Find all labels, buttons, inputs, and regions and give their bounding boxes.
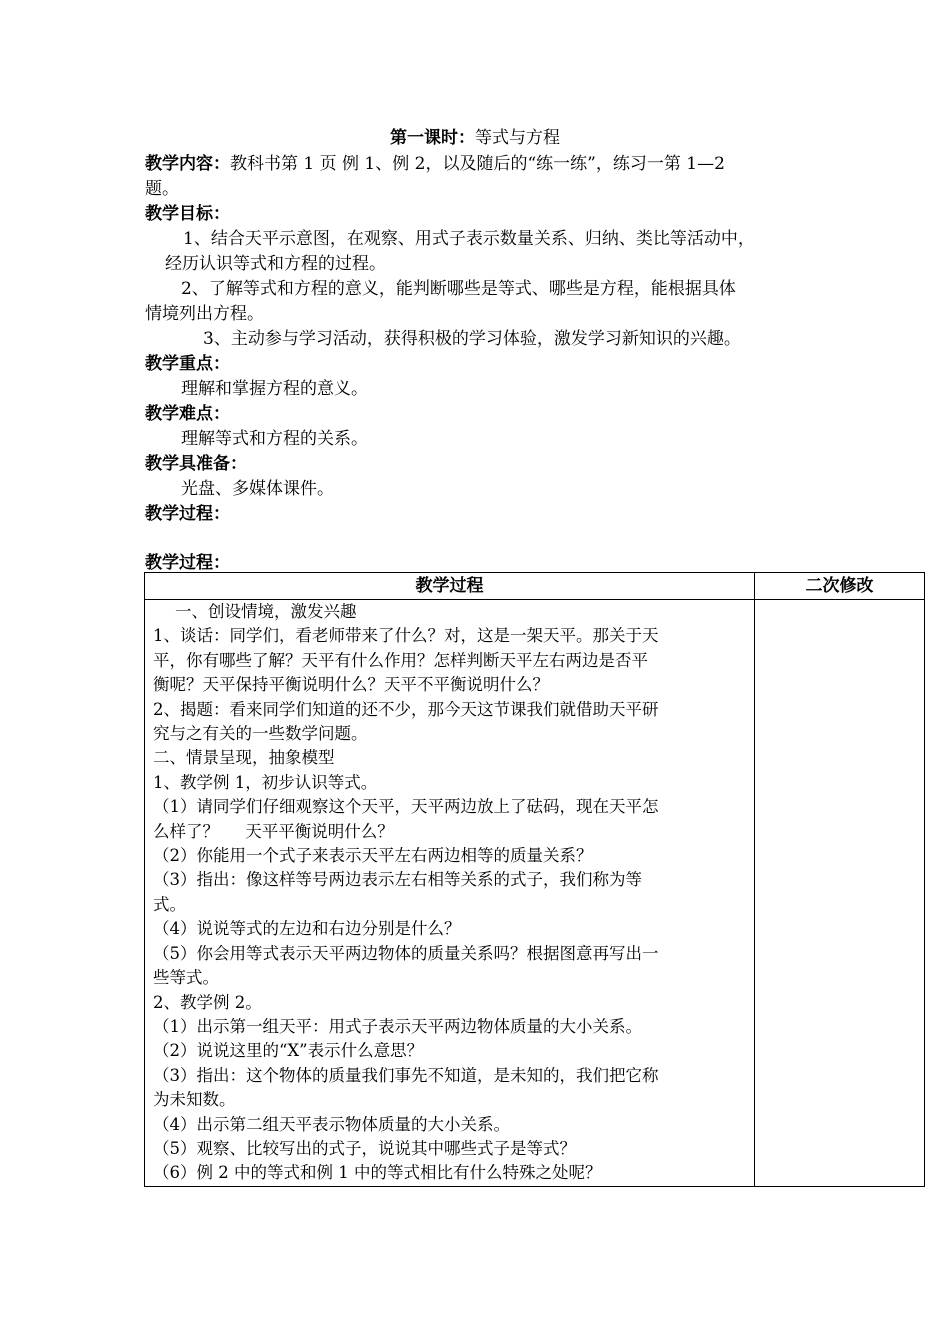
process-line: 式。 (153, 894, 186, 914)
prep-text: 光盘、多媒体课件。 (181, 479, 334, 499)
process-table (144, 572, 925, 1187)
lesson-title (0, 126, 950, 150)
goal-1a: 1、结合天平示意图，在观察、用式子表示数量关系、归纳、类比等活动中， (183, 229, 755, 249)
process-line: （3）指出：这个物体的质量我们事先不知道，是未知的，我们把它称 (153, 1065, 659, 1085)
difficulty-label: 教学难点： (145, 404, 230, 424)
process-line: 平，你有哪些了解？天平有什么作用？怎样判断天平左右两边是否平 (153, 650, 648, 670)
process-line: 究与之有关的一些数学问题。 (153, 724, 368, 744)
process-line: （1）出示第一组天平：用式子表示天平两边物体质量的大小关系。 (153, 1016, 642, 1036)
key-text: 理解和掌握方程的意义。 (181, 379, 368, 399)
process-line: 一、创设情境，激发兴趣 (175, 602, 357, 621)
header-main: 教学过程 (145, 573, 755, 600)
lesson-body (145, 152, 815, 576)
table-row (145, 600, 925, 1187)
process-line: 么样了？ 天平平衡说明什么？ (153, 821, 394, 841)
content-text-1: 教科书第 1 页 例 1、例 2，以及随后的“练一练”，练习一第 1—2 (230, 154, 725, 174)
process-line: （1）请同学们仔细观察这个天平，天平两边放上了砝码，现在天平怎 (153, 797, 659, 817)
content-text-2: 题。 (145, 179, 179, 199)
process-line: （4）出示第二组天平表示物体质量的大小关系。 (153, 1114, 510, 1134)
lesson-title-label: 第一课时： (390, 128, 475, 148)
process-line: （6）例 2 中的等式和例 1 中的等式相比有什么特殊之处呢？ (153, 1163, 602, 1183)
process-line: 衡呢？天平保持平衡说明什么？天平不平衡说明什么？ (153, 675, 549, 695)
process-line: （5）你会用等式表示天平两边物体的质量关系吗？根据图意再写出一 (153, 943, 659, 963)
process-line: 1、谈话：同学们，看老师带来了什么？对，这是一架天平。那关于天 (153, 626, 659, 646)
goals-label: 教学目标： (145, 204, 230, 224)
content-label: 教学内容： (145, 154, 230, 174)
process-line: 2、揭题：看来同学们知道的还不少，那今天这节课我们就借助天平研 (153, 699, 659, 719)
process-line: 1、教学例 1，初步认识等式。 (153, 772, 378, 792)
process-line: （2）你能用一个式子来表示天平左右两边相等的质量关系？ (153, 846, 593, 866)
content-line (145, 152, 815, 177)
key-label: 教学重点： (145, 354, 230, 374)
table-header-row (145, 573, 925, 600)
goal-3: 3、主动参与学习活动，获得积极的学习体验，激发学习新知识的兴趣。 (203, 329, 741, 349)
goal-2a: 2、了解等式和方程的意义，能判断哪些是等式、哪些是方程，能根据具体 (181, 279, 736, 299)
process-line: 二、情景呈现，抽象模型 (153, 748, 335, 768)
prep-label: 教学具准备： (145, 454, 247, 474)
process-line: （4）说说等式的左边和右边分别是什么？ (153, 919, 461, 939)
header-side: 二次修改 (755, 573, 925, 600)
process-line: 为未知数。 (153, 1090, 236, 1110)
goal-1b: 经历认识等式和方程的过程。 (165, 254, 386, 274)
process-cell (145, 600, 755, 1187)
process-label-1: 教学过程： (145, 504, 230, 524)
process-line: （3）指出：像这样等号两边表示左右相等关系的式子，我们称为等 (153, 870, 642, 890)
difficulty-text: 理解等式和方程的关系。 (181, 429, 368, 449)
revision-cell (755, 600, 925, 1187)
process-line: （5）观察、比较写出的式子，说说其中哪些式子是等式？ (153, 1138, 576, 1158)
process-label-2: 教学过程： (145, 553, 230, 573)
process-line: 些等式。 (153, 968, 219, 988)
goal-2b: 情境列出方程。 (145, 304, 264, 324)
process-line: 2、教学例 2。 (153, 992, 262, 1012)
process-line: （2）说说这里的“X”表示什么意思？ (153, 1041, 424, 1061)
lesson-title-text: 等式与方程 (475, 128, 560, 148)
